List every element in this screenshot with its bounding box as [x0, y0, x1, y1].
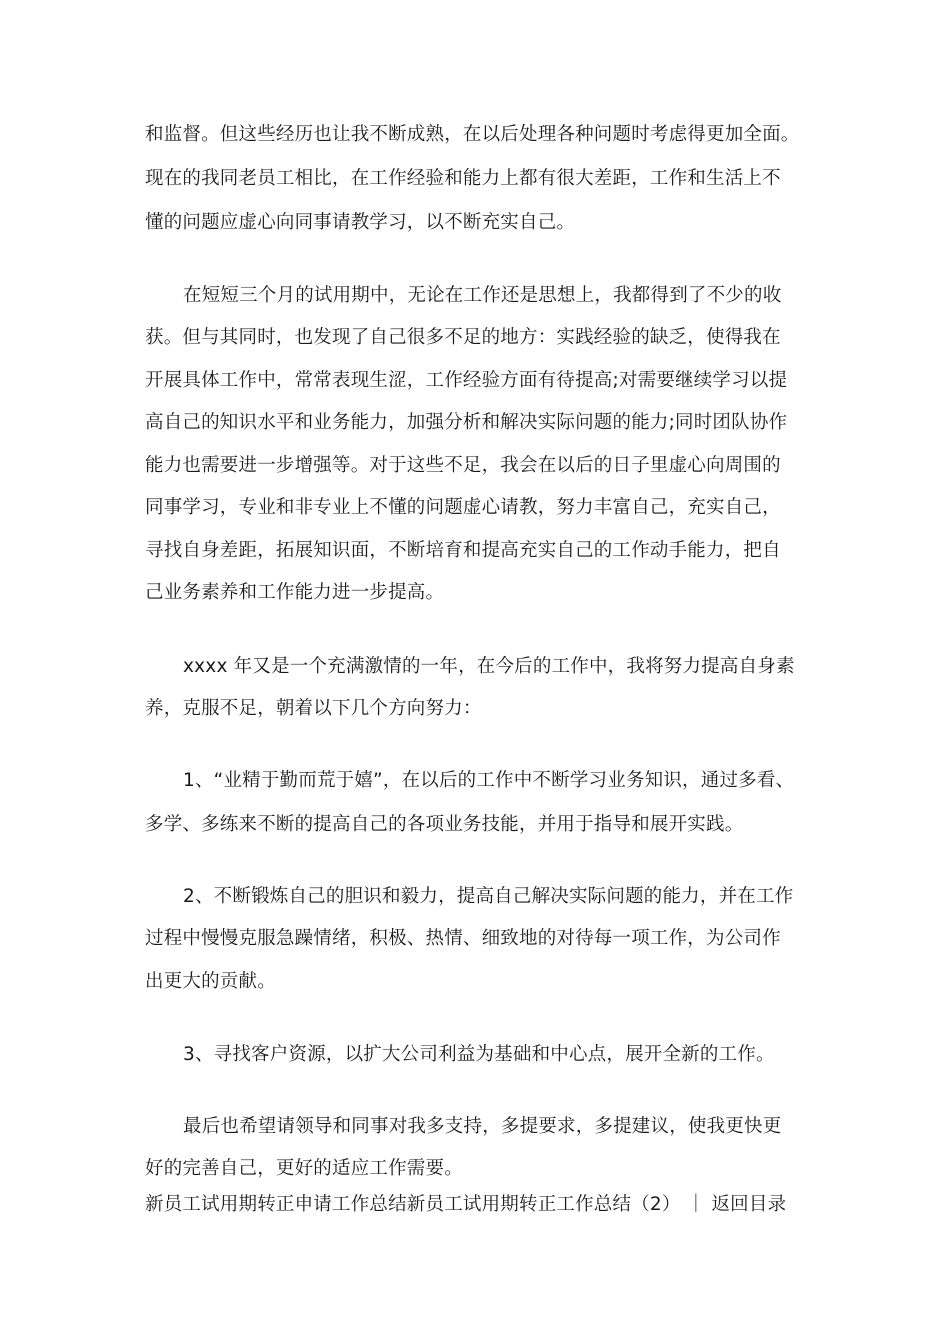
paragraph-2-line-3: 开展具体工作中，常常表现生涩，工作经验方面有待提高;对需要继续学习以提 — [145, 370, 788, 391]
paragraph-7-line-1: 最后也希望请领导和同事对我多支持，多提要求，多提建议，使我更快更 — [183, 1116, 782, 1137]
paragraph-5-line-2: 过程中慢慢克服急躁情绪，积极、热情、细致地的对待每一项工作，为公司作 — [145, 928, 781, 949]
paragraph-2-line-5: 能力也需要进一步增强等。对于这些不足，我会在以后的日子里虚心向周围的 — [145, 455, 781, 476]
back-to-contents-link[interactable]: 返回目录 — [711, 1194, 787, 1215]
paragraph-5-line-1: 2、不断锻炼自己的胆识和毅力，提高自己解决实际问题的能力，并在工作 — [183, 886, 794, 907]
paragraph-1-line-2: 现在的我同老员工相比，在工作经验和能力上都有很大差距，工作和生活上不 — [145, 168, 781, 189]
paragraph-2-line-2: 获。但与其同时，也发现了自己很多不足的地方：实践经验的缺乏，使得我在 — [145, 327, 781, 348]
paragraph-4-line-2: 多学、多练来不断的提高自己的各项业务技能，并用于指导和展开实践。 — [145, 814, 744, 835]
paragraph-4-line-1: 1、“业精于勤而荒于嬉”，在以后的工作中不断学习业务知识，通过多看、 — [183, 770, 795, 791]
paragraph-2-line-6: 同事学习，专业和非专业上不懂的问题虚心请教，努力丰富自己，充实自己， — [145, 497, 781, 518]
paragraph-3-line-2: 养，克服不足，朝着以下几个方向努力： — [145, 698, 482, 719]
paragraph-1-line-3: 懂的问题应虚心向同事请教学习，以不断充实自己。 — [145, 212, 576, 233]
paragraph-3-line-1: xxxx 年又是一个充满激情的一年，在今后的工作中，我将努力提高自身素 — [183, 656, 795, 677]
paragraph-7-line-2: 好的完善自己，更好的适应工作需要。 — [145, 1158, 463, 1179]
paragraph-2-line-7: 寻找自身差距，拓展知识面，不断培育和提高充实自己的工作动手能力，把自 — [145, 540, 781, 561]
paragraph-5-line-3: 出更大的贡献。 — [145, 971, 276, 992]
paragraph-6-line-1: 3、寻找客户资源，以扩大公司利益为基础和中心点，展开全新的工作。 — [183, 1044, 775, 1065]
footer-separator: ｜ — [686, 1194, 706, 1215]
paragraph-1-line-1: 和监督。但这些经历也让我不断成熟，在以后处理各种问题时考虑得更加全面。 — [145, 124, 800, 145]
paragraph-2-line-4: 高自己的知识水平和业务能力，加强分析和解决实际问题的能力;同时团队协作 — [145, 412, 788, 433]
related-article-link[interactable]: 新员工试用期转正申请工作总结新员工试用期转正工作总结（2） — [145, 1194, 681, 1215]
paragraph-2-line-1: 在短短三个月的试用期中，无论在工作还是思想上，我都得到了不少的收 — [183, 285, 782, 306]
footer-nav — [145, 1192, 786, 1218]
paragraph-2-line-8: 己业务素养和工作能力进一步提高。 — [145, 582, 445, 603]
